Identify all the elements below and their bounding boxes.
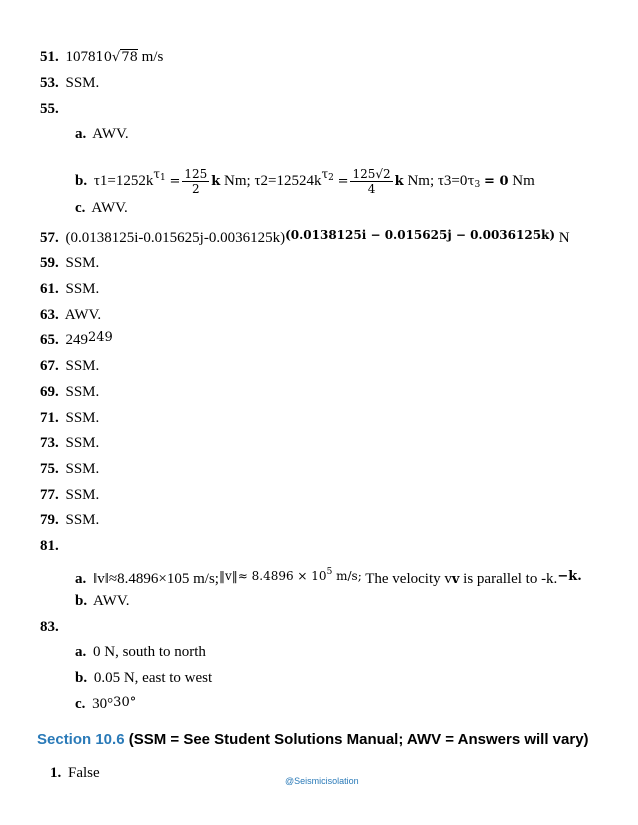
answer-1 [50, 763, 100, 783]
answer-69 [40, 382, 99, 402]
answer-number: 1. [50, 765, 62, 781]
section-subtitle: (SSM = See Student Solutions Manual; AWV = Answers will vary) [128, 731, 589, 748]
tau-2-symbol: τ2 [321, 167, 334, 183]
torque-3-math: = 0 [484, 174, 509, 189]
answer-number: 65. [40, 332, 59, 348]
answer-text: SSM. [65, 75, 100, 91]
answer-number: 77. [40, 487, 59, 503]
answer-51: 51. 107810√78 m/s [40, 49, 164, 65]
answer-83a [75, 642, 206, 662]
answer-67 [40, 356, 99, 376]
velocity-text: ‖v‖≈8.4896×105 m/s; [93, 571, 219, 587]
k-vector-math: −k. [557, 569, 582, 584]
answer-text: SSM. [65, 255, 100, 271]
answer-text: SSM. [65, 435, 100, 451]
answer-number: 81. [40, 538, 59, 554]
part-label: a. [75, 126, 87, 142]
answer-number: 71. [40, 410, 59, 426]
torque-2-fraction: $\frac{125√2}{4}$ [352, 167, 391, 197]
velocity-vector: v [451, 572, 460, 587]
answer-unit: N [558, 230, 570, 246]
answer-83c [75, 694, 136, 715]
answer-71 [40, 408, 99, 428]
answer-math: 249 [88, 330, 113, 345]
answer-text: SSM. [65, 410, 100, 426]
part-label: c. [75, 200, 86, 216]
part-label: b. [75, 670, 88, 686]
direction-text-end: is parallel to -k. [459, 571, 558, 587]
answer-73 [40, 433, 99, 453]
answer-83 [40, 617, 62, 637]
part-text: AWV. [92, 126, 129, 142]
tau-3-symbol: $\tau_3$ [467, 174, 481, 190]
part-label: b. [75, 593, 88, 609]
answer-number: 69. [40, 384, 59, 400]
answer-number: 51. [40, 49, 59, 65]
answer-text: SSM. [65, 281, 100, 297]
part-text: 30° [92, 696, 114, 712]
velocity-math: ‖v‖≈ 8.4896 × 105 m/s; [218, 567, 362, 583]
watermark: @Seismicisolation [285, 776, 359, 786]
answer-81 [40, 536, 62, 556]
answer-number: 67. [40, 358, 59, 374]
part-label: a. [75, 571, 87, 587]
answer-number: 61. [40, 281, 59, 297]
answer-unit: m/s [141, 49, 164, 65]
answer-text: SSM. [65, 384, 100, 400]
torque-1-text: τ1=1252k [93, 173, 154, 189]
torque-unit-text: Nm; τ2=12524k [224, 173, 322, 189]
answer-text: SSM. [65, 461, 100, 477]
answer-text: SSM. [65, 487, 100, 503]
torque-unit: Nm [512, 173, 535, 189]
answer-math: (0.0138125i − 0.015625j − 0.0036125k) [285, 228, 556, 242]
part-text: AWV. [93, 593, 130, 609]
part-text: AWV. [91, 200, 128, 216]
section-heading [37, 731, 589, 748]
answer-text: AWV. [64, 307, 102, 323]
answer-text: False [68, 765, 100, 781]
answer-81a [75, 565, 582, 590]
answer-75 [40, 459, 99, 479]
answer-number: 63. [40, 307, 59, 323]
answer-57 [40, 228, 570, 248]
tau-1-symbol: τ1 [153, 167, 166, 183]
answer-text: SSM. [65, 512, 100, 528]
direction-text: The velocity v [365, 571, 452, 587]
answer-number: 73. [40, 435, 59, 451]
answer-61 [40, 279, 99, 299]
answer-55b: b. $\tau 1=1252k^{\tau_1}$ = $\frac{125}{2}$ k Nm; $\tau 2=12524k^{\tau_2}$ = $\frac{125√2}{4}$ k Nm; $\tau 3=0\tau_3 = 0$ Nm [75, 167, 535, 197]
math-root-arg: 78 [121, 50, 138, 65]
torque-unit-text: Nm; τ3=0 [407, 173, 468, 189]
answer-63 [40, 305, 101, 325]
answer-text: 249 [65, 332, 88, 348]
answer-number: 55. [40, 101, 59, 117]
answer-53 [40, 73, 99, 93]
answer-number: 79. [40, 512, 59, 528]
answer-55a [75, 124, 129, 144]
answer-55c [75, 198, 128, 218]
answer-text: (0.0138125i-0.015625j-0.0036125k) [65, 230, 286, 246]
answer-81b [75, 591, 129, 611]
answer-number: 59. [40, 255, 59, 271]
answer-79 [40, 510, 99, 530]
angle-math: 30° [113, 695, 137, 710]
part-label: c. [75, 696, 86, 712]
answer-55 [40, 99, 62, 119]
part-label: b. [75, 173, 88, 189]
answer-77 [40, 485, 99, 505]
answer-number: 53. [40, 75, 59, 91]
answer-65 [40, 330, 113, 351]
answer-number: 75. [40, 461, 59, 477]
answer-text: 1078 [65, 49, 96, 65]
answer-number: 57. [40, 230, 59, 246]
part-text: 0.05 N, east to west [93, 670, 213, 686]
part-text: 0 N, south to north [93, 644, 206, 660]
answer-text: SSM. [65, 358, 100, 374]
answer-59 [40, 253, 99, 273]
part-label: a. [75, 644, 87, 660]
section-title: Section 10.6 [37, 731, 125, 748]
math-root-coef: 10 [95, 50, 113, 65]
answer-number: 83. [40, 619, 59, 635]
torque-1-fraction: $\frac{125}{2}$ [184, 167, 208, 197]
answer-83b [75, 668, 212, 688]
